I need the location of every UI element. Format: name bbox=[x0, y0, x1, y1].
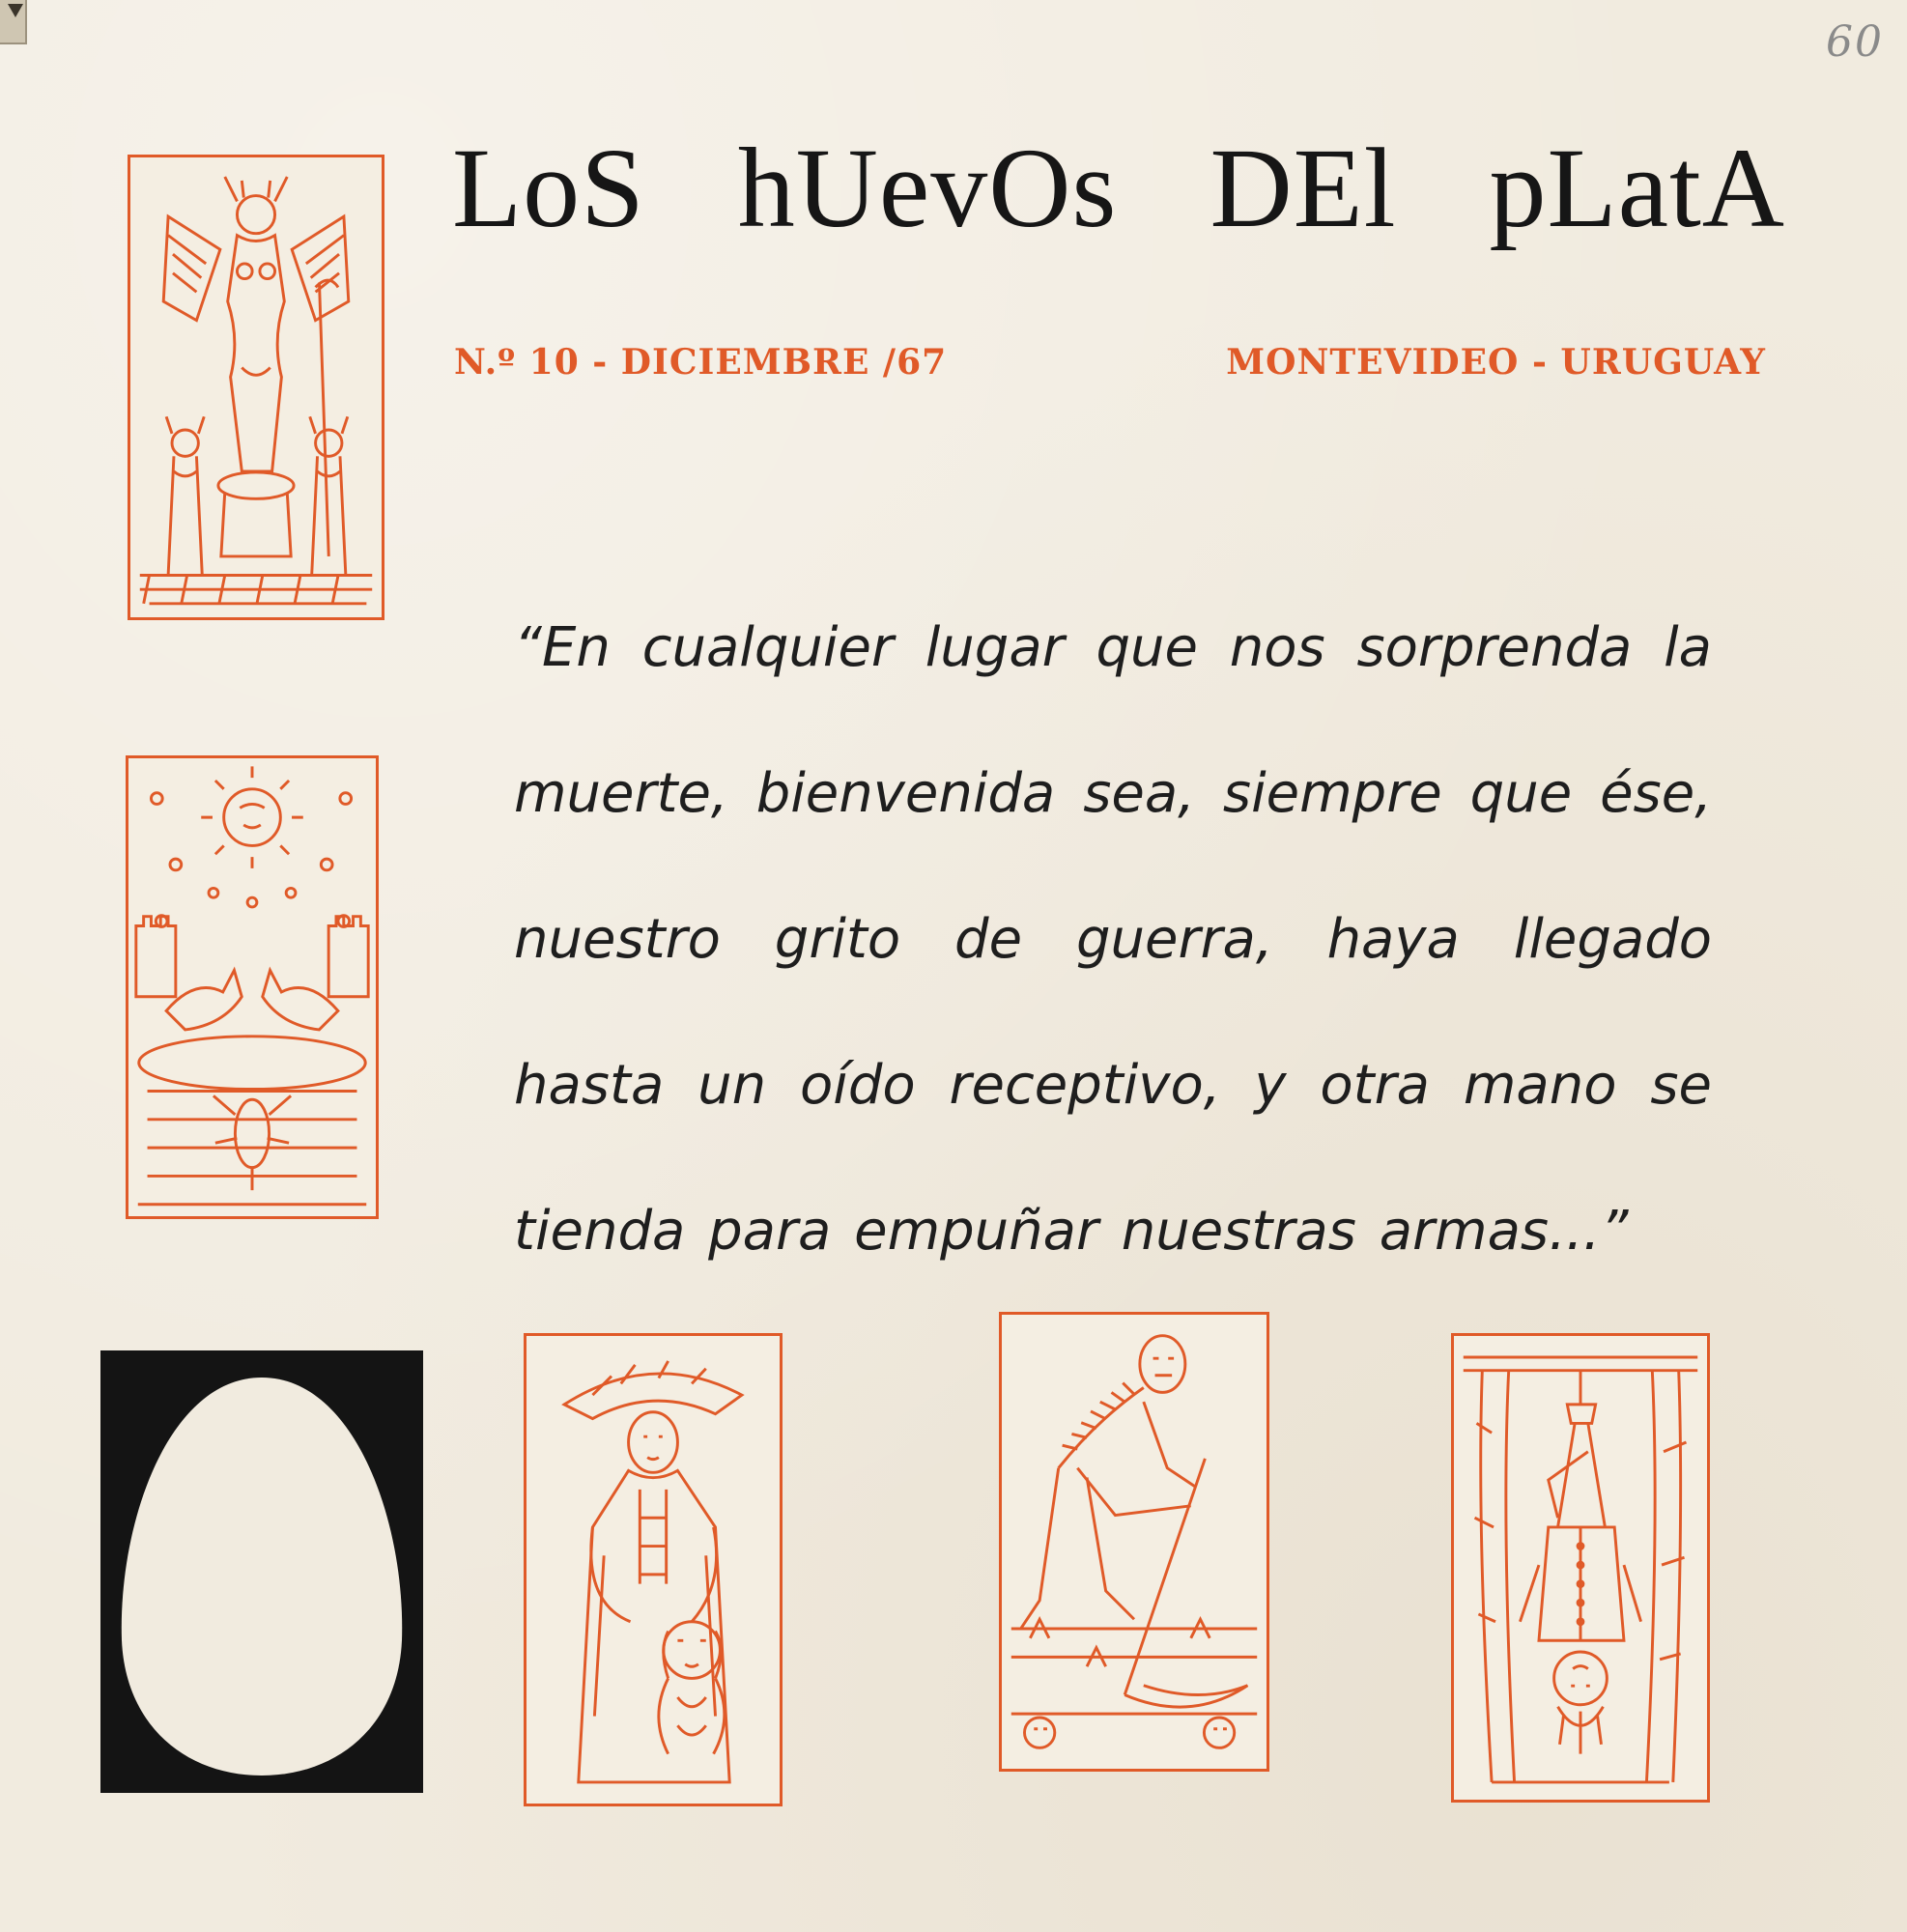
tarot-lady-with-lion-icon bbox=[527, 1336, 780, 1804]
tarot-devil-icon bbox=[130, 157, 382, 617]
tarot-hanged-man-icon bbox=[1454, 1336, 1707, 1800]
corner-tab bbox=[0, 0, 27, 44]
issue-number-date: N.º 10 - DICIEMBRE /67 bbox=[454, 342, 948, 383]
tarot-moon-card bbox=[126, 755, 379, 1219]
handwritten-page-number: 60 bbox=[1826, 17, 1884, 67]
tarot-moon-icon bbox=[128, 758, 376, 1216]
tarot-hanged-man-card bbox=[1451, 1333, 1710, 1803]
triangle-icon bbox=[8, 4, 23, 17]
tarot-lady-card bbox=[524, 1333, 783, 1806]
egg-icon bbox=[100, 1350, 423, 1793]
place-of-publication: MONTEVIDEO - URUGUAY bbox=[1226, 342, 1766, 383]
tarot-devil-card bbox=[128, 155, 384, 620]
tarot-death-card bbox=[999, 1312, 1269, 1772]
cover-quote: “En cualquier lugar que nos sorprenda la muerte, bienvenida sea, siempre que ése, nuestro grito de guerra, haya llegado hasta un oído receptivo, y otra mano se tienda para empuñar nuestras armas...” bbox=[514, 616, 1712, 1263]
tarot-death-icon bbox=[1002, 1315, 1267, 1769]
masthead-title: LoS hUevOs DEl pLatA bbox=[452, 125, 1785, 251]
egg-panel bbox=[100, 1350, 423, 1793]
